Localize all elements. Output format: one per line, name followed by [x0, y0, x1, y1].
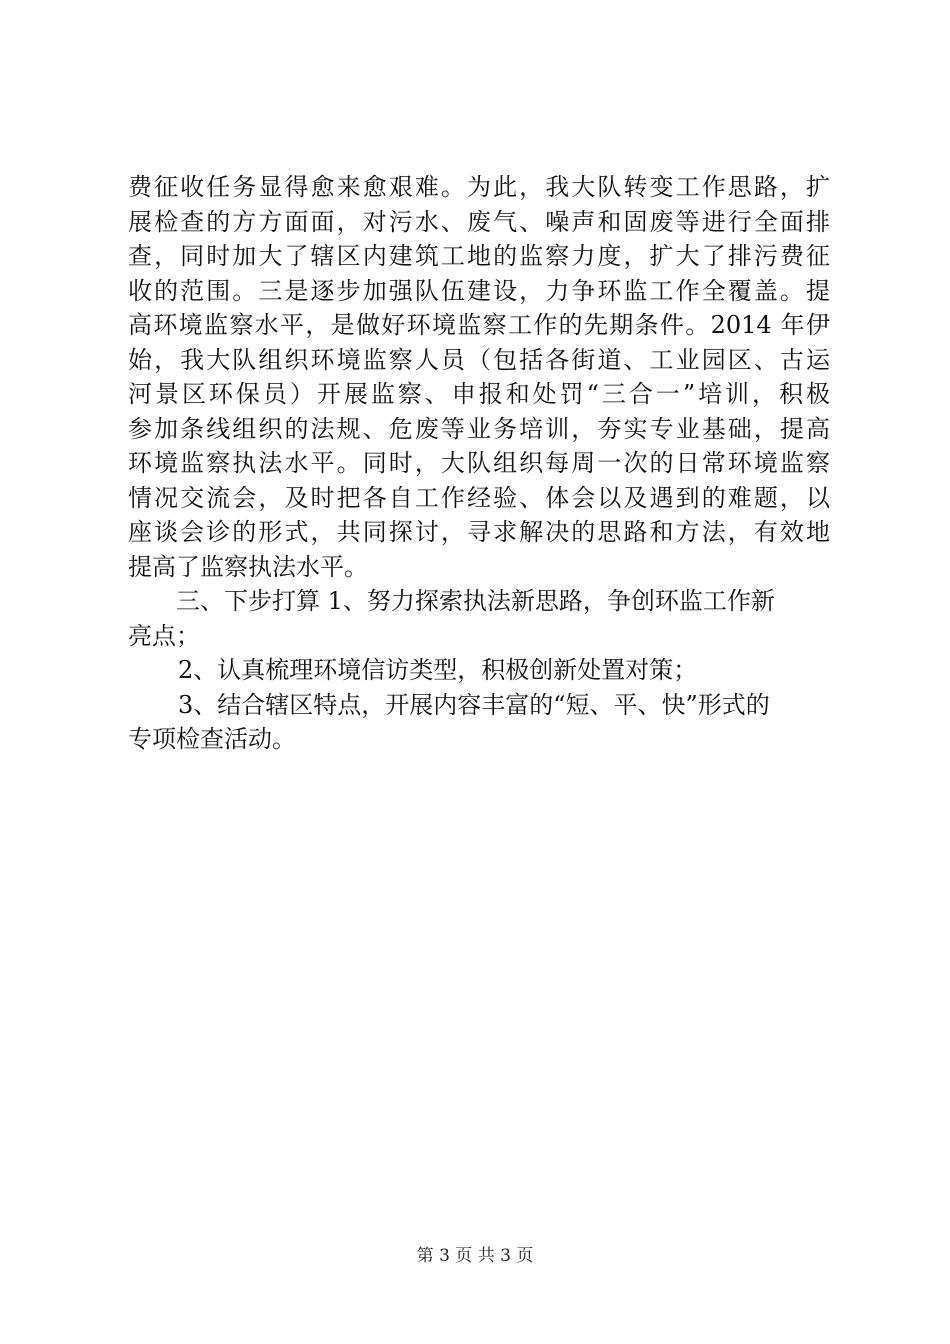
text-line: 费征收任务显得愈来愈艰难。为此，我大队转变工作思路，扩	[128, 173, 830, 201]
body-text	[128, 170, 840, 757]
text-line: 环境监察执法水平。同时，大队组织每周一次的日常环境监察	[128, 449, 830, 477]
text-line: 河景区环保员）开展监察、申报和处罚“三合一”培训，积极	[128, 380, 830, 408]
text-line: 参加条线组织的法规、危废等业务培训，夯实专业基础，提高	[128, 414, 830, 443]
text-line: 始，我大队组织环境监察人员（包括各街道、工业园区、古运	[128, 345, 830, 374]
list-item: 3、结合辖区特点，开展内容丰富的“短、平、快”形式的	[178, 690, 770, 719]
text-line: 专项检查活动。	[128, 725, 296, 753]
text-line: 亮点；	[128, 621, 200, 650]
page-footer: 第 3 页 共 3 页	[416, 1246, 534, 1266]
section-heading-line: 三、下步打算 1、努力探索执法新思路，争创环监工作新	[176, 587, 775, 615]
text-line: 展检查的方方面面，对污水、废气、噪声和固废等进行全面排	[128, 207, 830, 236]
text-line: 提高了监察执法水平。	[128, 552, 368, 581]
text-line: 高环境监察水平，是做好环境监察工作的先期条件。2014 年伊	[128, 311, 830, 339]
text-line: 收的范围。三是逐步加强队伍建设，力争环监工作全覆盖。提	[128, 276, 830, 305]
text-line: 查，同时加大了辖区内建筑工地的监察力度，扩大了排污费征	[128, 242, 830, 270]
text-line: 情况交流会，及时把各自工作经验、体会以及遇到的难题，以	[128, 483, 830, 512]
text-line: 座谈会诊的形式，共同探讨，寻求解决的思路和方法，有效地	[128, 518, 830, 546]
list-item: 2、认真梳理环境信访类型，积极创新处置对策；	[178, 656, 698, 684]
